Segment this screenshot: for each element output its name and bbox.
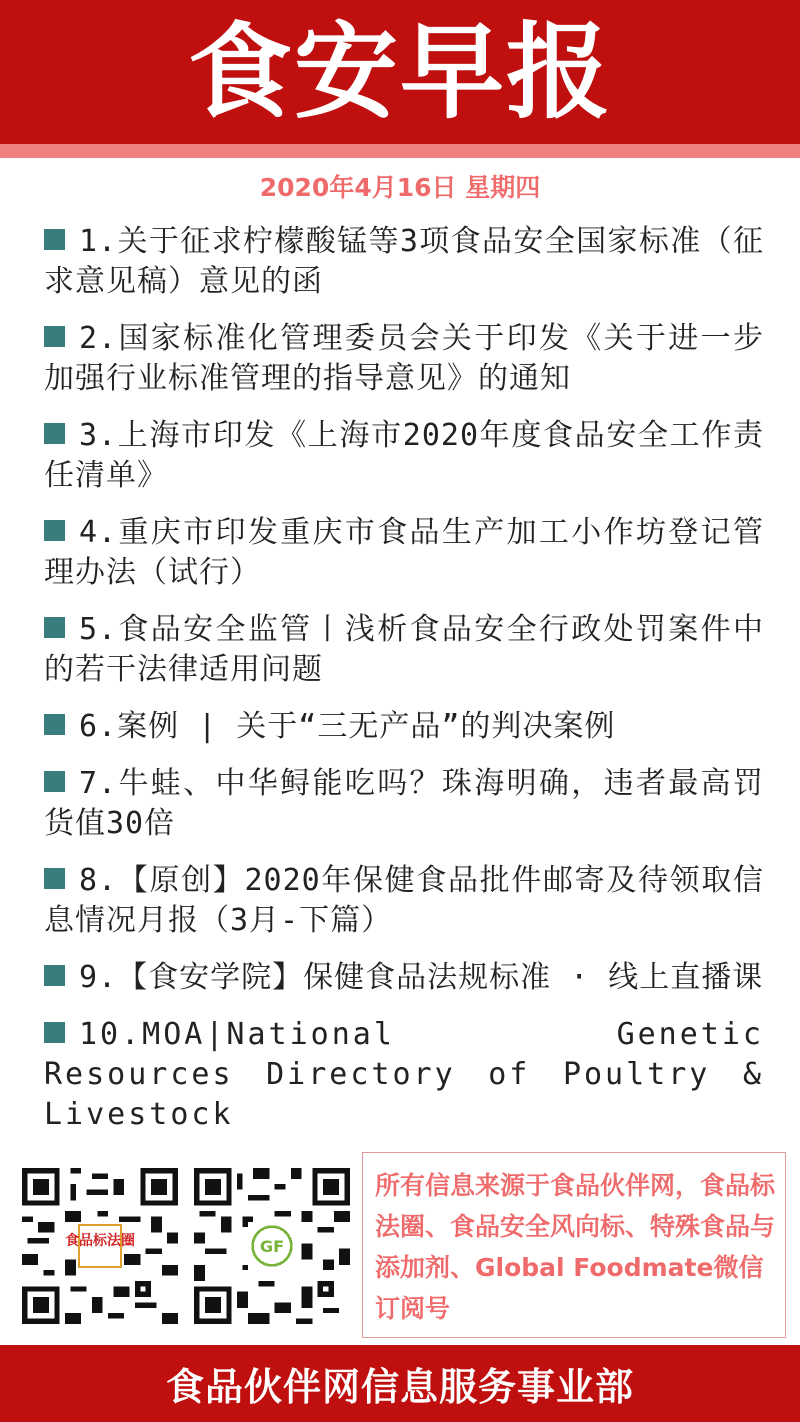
date-line: 2020年4月16日 星期四 <box>259 173 541 202</box>
source-info-text: 所有信息来源于食品伙伴网，食品标法圈、食品安全风向标、特殊食品与添加剂、Global Foodmate微信订阅号 <box>375 1171 776 1323</box>
news-item-9[interactable] <box>44 958 764 998</box>
news-item-4[interactable] <box>44 513 764 593</box>
news-item-10[interactable] <box>44 1015 764 1135</box>
page-title: 食安早报 <box>187 11 612 133</box>
square-bullet-icon <box>44 868 65 889</box>
news-text: 5.食品安全监管丨浅析食品安全行政处罚案件中的若干法律适用问题 <box>44 612 764 687</box>
news-text: 9.【食安学院】保健食品法规标准 · 线上直播课 <box>79 960 764 995</box>
qr-logo-text: 食品标法圈 <box>65 1232 135 1249</box>
footer-title: 食品伙伴网信息服务事业部 <box>165 1365 634 1409</box>
news-list <box>44 222 764 1152</box>
news-item-3[interactable] <box>44 416 764 496</box>
news-item-6[interactable] <box>44 707 764 747</box>
footer-banner <box>0 1345 800 1422</box>
square-bullet-icon <box>44 229 65 250</box>
news-item-5[interactable] <box>44 610 764 690</box>
qr-logo-text: GF <box>259 1236 285 1256</box>
news-text: 7.牛蛙、中华鲟能吃吗？珠海明确，违者最高罚货值30倍 <box>44 766 764 841</box>
square-bullet-icon <box>44 423 65 444</box>
qr-code-icon <box>22 1168 178 1324</box>
news-item-8[interactable] <box>44 861 764 941</box>
news-text: 4.重庆市印发重庆市食品生产加工小作坊登记管理办法（试行） <box>44 515 764 590</box>
square-bullet-icon <box>44 326 65 347</box>
qr-code-icon <box>194 1168 350 1324</box>
qr-code-biaofaquan <box>22 1168 178 1324</box>
news-item-2[interactable] <box>44 319 764 399</box>
source-info-box <box>362 1152 786 1338</box>
square-bullet-icon <box>44 771 65 792</box>
header-banner <box>0 0 800 144</box>
square-bullet-icon <box>44 1022 65 1043</box>
news-text: 2.国家标准化管理委员会关于印发《关于进一步加强行业标准管理的指导意见》的通知 <box>44 321 764 396</box>
square-bullet-icon <box>44 520 65 541</box>
header-stripe <box>0 144 800 158</box>
square-bullet-icon <box>44 617 65 638</box>
news-text: 1.关于征求柠檬酸锰等3项食品安全国家标准（征求意见稿）意见的函 <box>44 224 764 299</box>
news-text: 6.案例 | 关于“三无产品”的判决案例 <box>79 709 616 744</box>
news-text: 8.【原创】2020年保健食品批件邮寄及待领取信息情况月报（3月-下篇） <box>44 863 764 938</box>
news-text: 10.MOA|National Genetic Resources Directory of Poultry & Livestock <box>44 1017 764 1132</box>
qr-code-gf <box>194 1168 350 1324</box>
square-bullet-icon <box>44 965 65 986</box>
square-bullet-icon <box>44 714 65 735</box>
news-item-1[interactable] <box>44 222 764 302</box>
news-text: 3.上海市印发《上海市2020年度食品安全工作责任清单》 <box>44 418 764 493</box>
news-item-7[interactable] <box>44 764 764 844</box>
